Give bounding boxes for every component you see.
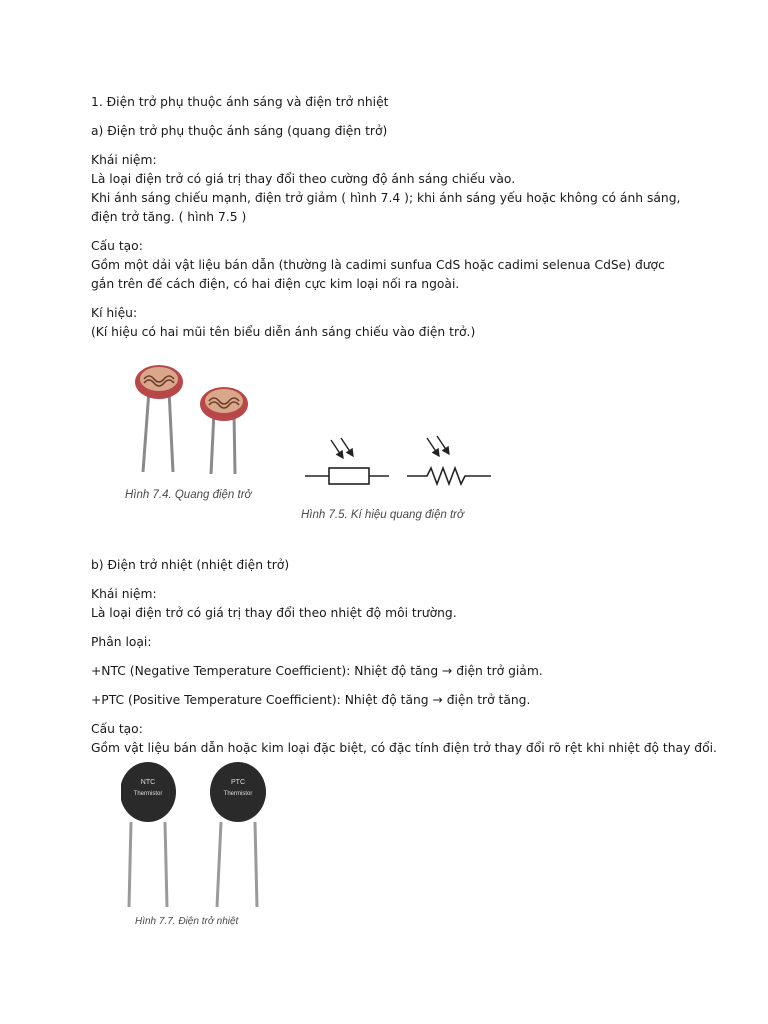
structure-text: Gồm vật liệu bán dẫn hoặc kim loại đặc biệt, có đặc tính điện trở thay đổi rõ rệt khi nhiệt độ thay đổi.: [91, 741, 717, 755]
concept-label: Khái niệm:: [91, 153, 157, 167]
section-1-heading: 1. Điện trở phụ thuộc ánh sáng và điện trở nhiệt: [91, 95, 389, 109]
ntc-label: NTC: [140, 779, 156, 786]
resistor-zigzag-symbol: [407, 436, 491, 484]
ldr-right: [200, 387, 248, 474]
structure-label: Cấu tạo:: [91, 239, 143, 253]
ldr-left: [135, 365, 183, 472]
classify-label: Phân loại:: [91, 635, 152, 649]
ptc-text: +PTC (Positive Temperature Coefficient): Nhiệt độ tăng → điện trở tăng.: [91, 693, 531, 707]
section-b-structure: [91, 720, 717, 758]
concept-label: Khái niệm:: [91, 587, 157, 601]
figure-row-photoresistor: [91, 356, 691, 542]
ntc-text: +NTC (Negative Temperature Coefficient): Nhiệt độ tăng → điện trở giảm.: [91, 664, 543, 678]
structure-text: Gồm một dải vật liệu bán dẫn (thường là cadimi sunfua CdS hoặc cadimi selenua CdSe) được gắn trên đế cách điện, có hai điện cực kim loại nối ra ngoài.: [91, 258, 665, 291]
ptc-thermistor: [210, 762, 266, 907]
section-a-concept: [91, 151, 691, 227]
document-page: [91, 93, 717, 932]
section-b-concept: [91, 585, 691, 623]
section-a-heading: a) Điện trở phụ thuộc ánh sáng (quang điện trở): [91, 124, 388, 138]
photoresistor-symbol-diagram: [301, 422, 511, 502]
ntc-thermistor-label: Thermistor: [133, 791, 163, 797]
concept-text: Là loại điện trở có giá trị thay đổi theo nhiệt độ môi trường.: [91, 606, 457, 620]
figure-thermistor: [91, 762, 691, 932]
concept-line-2: Khi ánh sáng chiếu mạnh, điện trở giảm ( hình 7.4 ); khi ánh sáng yếu hoặc không có ánh sáng, điện trở tăng. ( hình 7.5 ): [91, 191, 681, 224]
fig-7-7-caption: Hình 7.7. Điện trở nhiệt: [135, 916, 239, 927]
ntc-thermistor: [121, 762, 176, 907]
ptc-label: PTC: [231, 779, 245, 786]
section-a-structure: [91, 237, 691, 294]
section-b-heading: b) Điện trở nhiệt (nhiệt điện trở): [91, 558, 290, 572]
resistor-box-symbol: [305, 438, 389, 484]
ptc-thermistor-label: Thermistor: [223, 791, 253, 797]
thermistor-image: [121, 762, 291, 912]
photoresistor-image: [131, 360, 281, 480]
fig-7-4-caption: Hình 7.4. Quang điện trở: [125, 489, 252, 501]
concept-line-1: Là loại điện trở có giá trị thay đổi theo cường độ ánh sáng chiếu vào.: [91, 172, 516, 186]
symbol-text: (Kí hiệu có hai mũi tên biểu diễn ánh sáng chiếu vào điện trở.): [91, 325, 476, 339]
structure-label: Cấu tạo:: [91, 722, 143, 736]
symbol-label: Kí hiệu:: [91, 306, 138, 320]
fig-7-5-caption: Hình 7.5. Kí hiệu quang điện trở: [301, 509, 464, 521]
section-a-symbol: [91, 304, 691, 342]
